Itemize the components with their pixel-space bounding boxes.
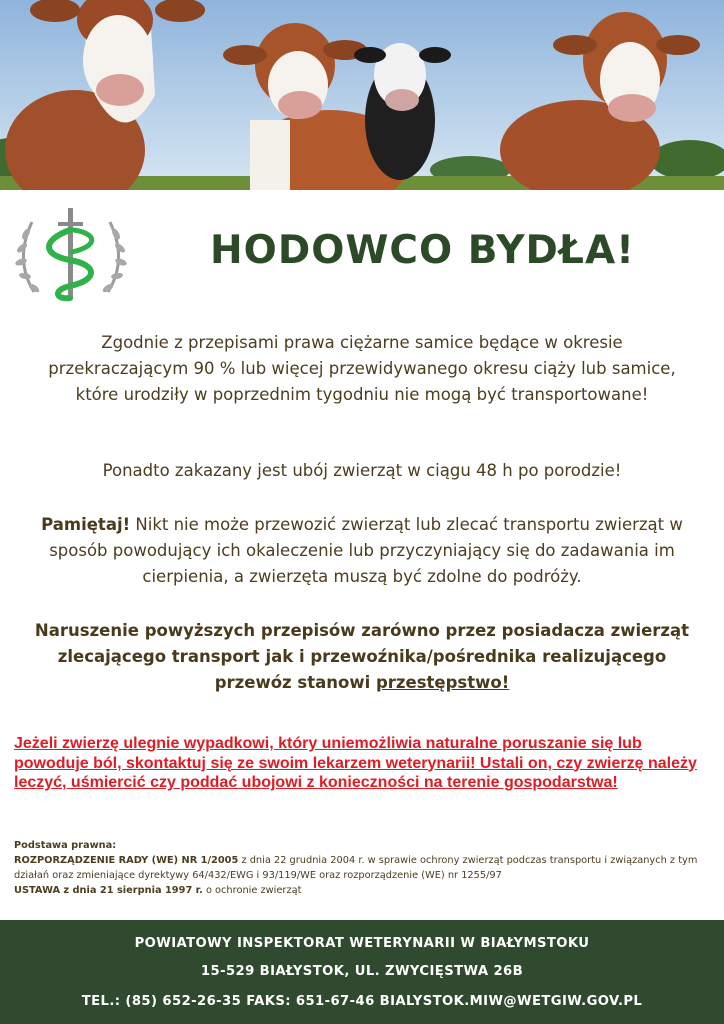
legal-basis (14, 838, 714, 898)
caduceus-icon (12, 200, 130, 310)
paragraph-slaughter-ban: Ponadto zakazany jest ubój zwierząt w ciągu 48 h po porodzie! (102, 461, 622, 480)
regulation-desc: z dnia 22 grudnia 2004 r. w sprawie ochrony zwierząt podczas transportu i związanych z tym działań oraz zmieniające dyrektywy 64/432/EWG i 93/119/WE oraz rozporządzenie (WE) nr 1255/97 (14, 855, 698, 881)
remember-text: Nikt nie może przewozić zwierząt lub zlecać transportu zwierząt w sposób powodujący ich okaleczenie lub przyczyniający się do zadawania im cierpienia, a zwierzęta muszą być zdolne do podróży. (49, 515, 683, 586)
paragraph-violation (30, 618, 694, 696)
paragraph-remember (30, 512, 694, 590)
footer-org-name: POWIATOWY INSPEKTORAT WETERYNARII W BIAŁYMSTOKU (134, 936, 590, 951)
remember-label: Pamiętaj! (41, 515, 131, 534)
legal-heading: Podstawa prawna: (14, 840, 117, 851)
hero-photo-cows (0, 0, 724, 190)
footer-phone-email: TEL.: (85) 652-26-35 FAKS: 651-67-46 BIALYSTOK.MIW@WETGIW.GOV.PL (81, 994, 643, 1009)
footer-address: 15-529 BIAŁYSTOK, UL. ZWYCIĘSTWA 26B (200, 964, 524, 979)
act-title: USTAWA z dnia 21 sierpnia 1997 r. (14, 885, 203, 896)
accident-warning: Jeżeli zwierzę ulegnie wypadkowi, który uniemożliwia naturalne poruszanie się lub powoduje ból, skontaktuj się ze swoim lekarzem weterynarii! Ustali on, czy zwierzę należy leczyć, uśmiercić czy poddać ubojowi z konieczności na terenie gospodarstwa! (14, 735, 697, 791)
violation-crime-word: przestępstwo! (375, 673, 510, 692)
regulation-title: ROZPORZĄDZENIE RADY (WE) NR 1/2005 (14, 855, 239, 866)
page-title: HODOWCO BYDŁA! (210, 228, 635, 273)
act-desc: o ochronie zwierząt (202, 885, 302, 896)
footer-contact (0, 920, 724, 1024)
logo-veterinary-inspection (12, 200, 130, 310)
paragraph-pregnancy-rule: Zgodnie z przepisami prawa ciężarne samice będące w okresie przekraczającym 90 % lub więcej przewidywanego okresu ciąży lub samice, które urodziły w poprzednim tygodniu nie mogą być transportowane! (48, 333, 676, 404)
violation-text: Naruszenie powyższych przepisów zarówno przez posiadacza zwierząt zlecającego transport jak i przewoźnika/pośrednika realizującego przewóz stanowi (34, 621, 690, 692)
cows-illustration (0, 0, 724, 190)
